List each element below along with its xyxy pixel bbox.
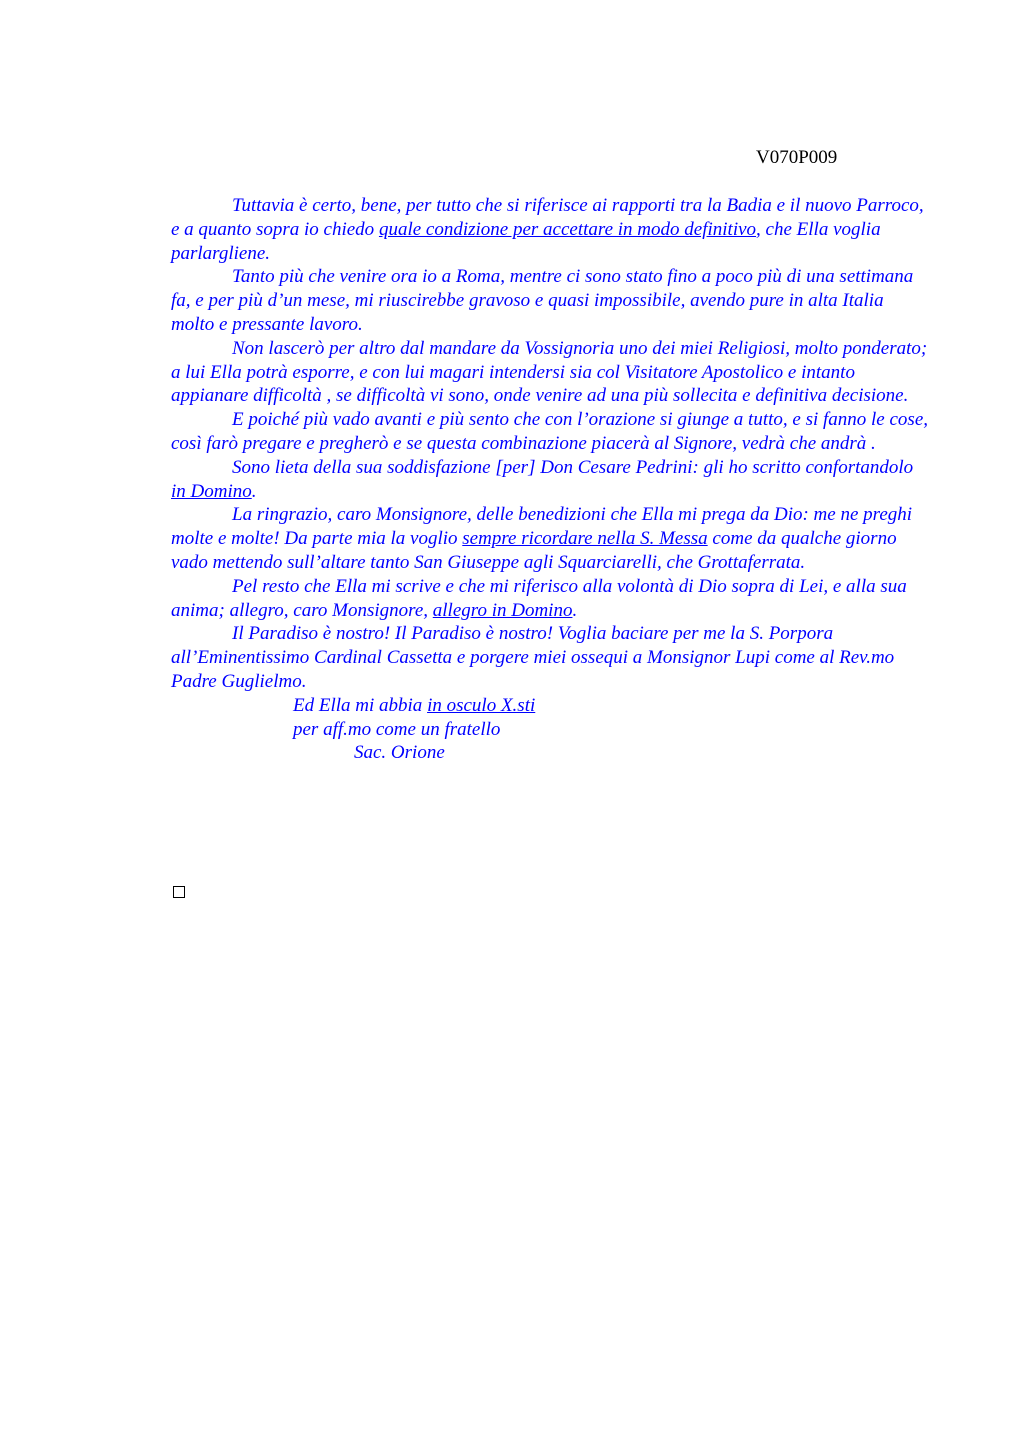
underlined-phrase: in osculo X.sti bbox=[427, 694, 536, 716]
letter-paragraph bbox=[171, 408, 931, 456]
letter-body bbox=[171, 194, 931, 765]
text-run: La ringrazio, caro Monsignore, delle benedizioni che Ella mi prega da Dio: me ne preghi molte e molte! Da parte mia la voglio bbox=[171, 504, 913, 550]
text-run: E poiché più vado avanti e più sento che con l’orazione si giunge a tutto, e si fanno le cose, così farò pregare e pregherò e se questa combinazione piacerà al Signore, vedrà che andrà . bbox=[171, 409, 929, 454]
underlined-phrase: in Domino bbox=[171, 480, 252, 502]
letter-paragraph bbox=[171, 456, 931, 504]
letter-paragraph bbox=[171, 337, 931, 408]
letter-closing bbox=[171, 694, 931, 742]
text-run: come da qualche giorno vado mettendo sull’altare tanto San Giuseppe agli Squarciarelli, che Grottaferrata. bbox=[171, 528, 897, 573]
text-run: Tuttavia è certo, bene, per tutto che si riferisce ai rapporti tra la Badia e il nuovo Parroco, e a quanto sopra io chiedo bbox=[171, 195, 924, 240]
underlined-phrase: sempre ricordare nella S. Messa bbox=[462, 528, 708, 550]
underlined-phrase: quale condizione per accettare in modo definitivo bbox=[378, 218, 757, 240]
letter-paragraph bbox=[171, 622, 931, 693]
letter-paragraphs bbox=[171, 194, 931, 694]
page-reference: V070P009 bbox=[756, 147, 838, 168]
letter-paragraph bbox=[171, 503, 931, 574]
text-run: , che Ella voglia parlargliene. bbox=[171, 218, 881, 264]
text-run: Il Paradiso è nostro! Il Paradiso è nostro! Voglia baciare per me la S. Porpora all’Eminentissimo Cardinal Cassetta e porgere miei ossequi a Monsignor Lupi come al Rev.mo Padre Guglielmo. bbox=[171, 623, 895, 692]
text-run: . bbox=[251, 480, 257, 502]
text-run: Sono lieta della sua soddisfazione [per] Don Cesare Pedrini: gli ho scritto confortandolo bbox=[232, 456, 914, 478]
text-run: Ed Ella mi abbia bbox=[293, 694, 428, 716]
signature: Sac. Orione bbox=[354, 742, 445, 764]
letter-paragraph bbox=[171, 575, 931, 623]
text-run: Non lascerò per altro dal mandare da Vossignoria uno dei miei Religiosi, molto ponderato; a lui Ella potrà esporre, e con lui magari intendersi sia col Visitatore Apostolico e intanto appianare difficoltà , se difficoltà vi sono, onde venire ad una più sollecita e definitiva decisione. bbox=[171, 337, 928, 407]
end-of-page-box-icon bbox=[173, 886, 185, 898]
closing-line bbox=[171, 718, 931, 742]
text-run: Pel resto che Ella mi scrive e che mi riferisco alla volontà di Dio sopra di Lei, e alla sua anima; allegro, caro Monsignore, bbox=[171, 575, 907, 621]
text-run: per aff.mo come un fratello bbox=[293, 718, 501, 740]
text-run: Tanto più che venire ora io a Roma, mentre ci sono stato fino a poco più di una settimana fa, e per più d’un mese, mi riuscirebbe gravoso e quasi impossibile, avendo pure in alta Italia molto e pressante lavoro. bbox=[171, 266, 914, 335]
underlined-phrase: allegro in Domino bbox=[432, 599, 573, 621]
letter-paragraph bbox=[171, 194, 931, 265]
letter-paragraph bbox=[171, 265, 931, 336]
text-run: . bbox=[572, 599, 578, 621]
closing-line bbox=[171, 694, 931, 718]
